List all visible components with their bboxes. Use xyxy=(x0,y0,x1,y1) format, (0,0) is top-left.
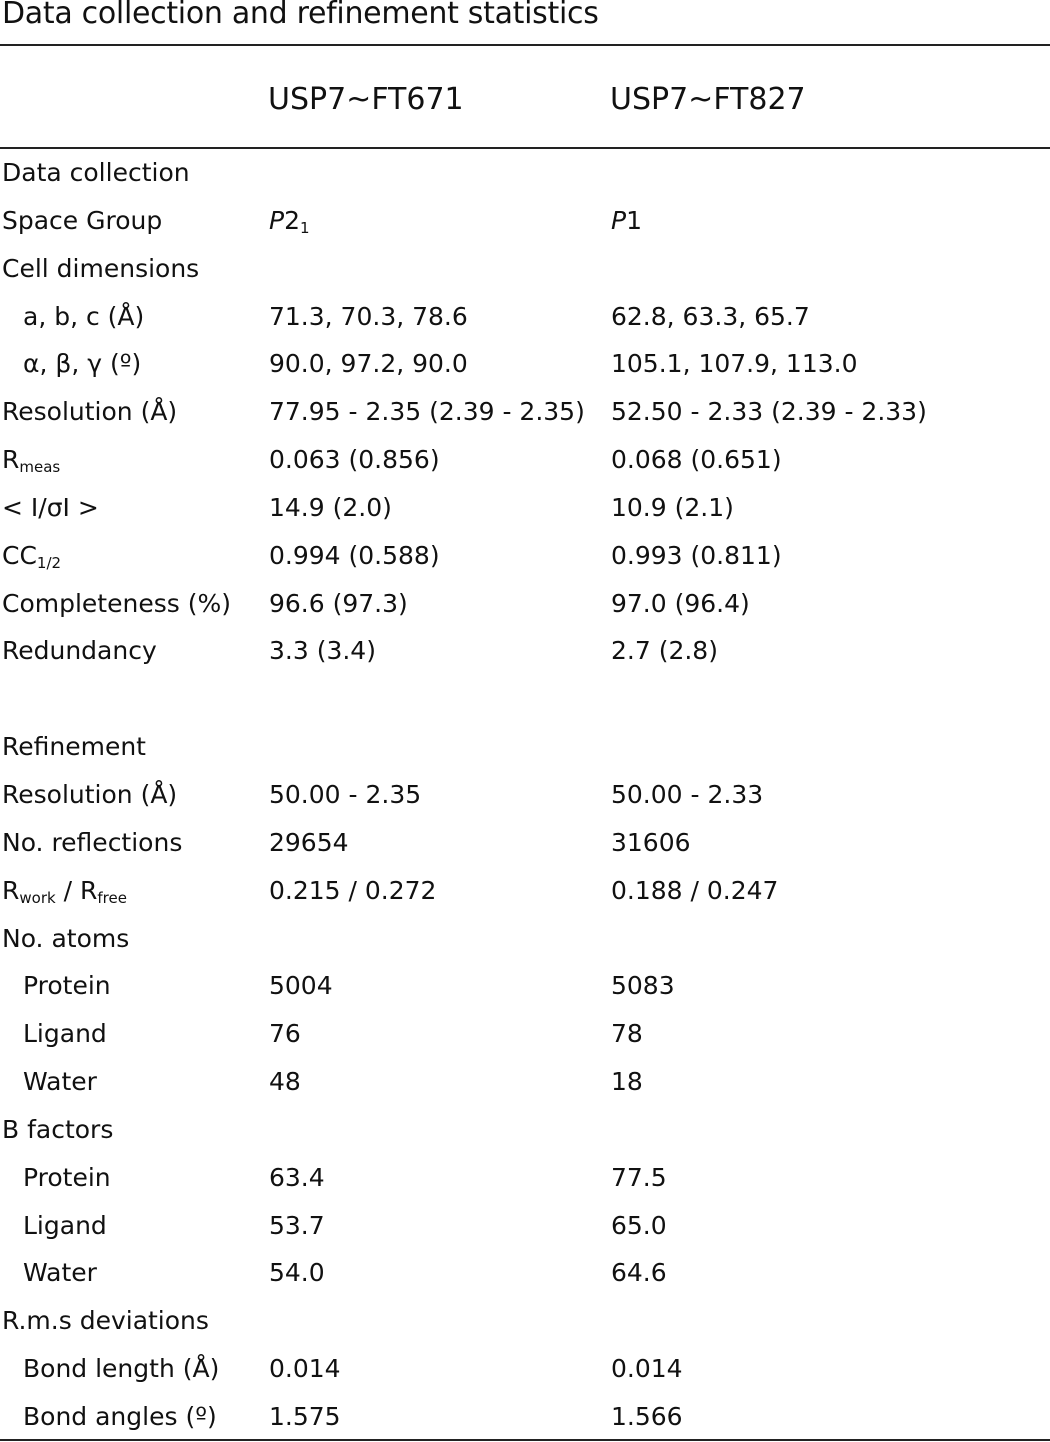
value-ft671: 77.95 - 2.35 (2.39 - 2.35) xyxy=(269,397,585,427)
table-row xyxy=(0,1058,1050,1106)
value-ft671: 90.0, 97.2, 90.0 xyxy=(269,349,468,379)
value-ft671-italic: P xyxy=(269,205,285,235)
table-row xyxy=(0,484,1050,532)
row-label xyxy=(2,867,127,915)
row-label-subscript: meas xyxy=(19,458,61,477)
table-row xyxy=(0,580,1050,628)
value-ft827: 31606 xyxy=(611,827,691,857)
value-ft671: 71.3, 70.3, 78.6 xyxy=(269,301,468,331)
row-label: No. atoms xyxy=(2,923,130,953)
value-ft827: 50.00 - 2.33 xyxy=(611,779,764,809)
table-row xyxy=(0,293,1050,341)
row-label-main: CC xyxy=(2,540,37,570)
table-row xyxy=(0,723,1050,771)
row-label: < I/σI > xyxy=(2,492,99,522)
value-ft671: 29654 xyxy=(269,827,349,857)
value-ft827: 5083 xyxy=(611,971,675,1001)
column-header-ft827: USP7~FT827 xyxy=(610,82,806,117)
row-label-separator: / xyxy=(55,875,81,905)
row-label: Space Group xyxy=(2,205,163,235)
value-ft671: 0.215 / 0.272 xyxy=(269,875,437,905)
table-row xyxy=(0,1106,1050,1154)
table-row xyxy=(0,675,1050,723)
row-label: Resolution (Å) xyxy=(2,779,178,809)
value-ft827: 2.7 (2.8) xyxy=(611,636,718,666)
value-ft827: 10.9 (2.1) xyxy=(611,492,734,522)
value-ft671: 14.9 (2.0) xyxy=(269,492,392,522)
value-ft827-main: 1 xyxy=(626,205,642,235)
table-body xyxy=(0,149,1050,1441)
value-ft671: 63.4 xyxy=(269,1162,325,1192)
row-label: Bond angles (º) xyxy=(23,1401,217,1431)
row-label-rfree: R xyxy=(80,875,98,905)
row-label-subscript: 1/2 xyxy=(36,553,62,572)
value-ft671: 1.575 xyxy=(269,1401,341,1431)
row-label: Bond length (Å) xyxy=(23,1354,220,1384)
row-label: Data collection xyxy=(2,158,190,187)
value-ft671: 50.00 - 2.35 xyxy=(269,779,422,809)
table-row xyxy=(0,340,1050,388)
row-label: Ligand xyxy=(23,1210,107,1240)
row-label-rfree-subscript: free xyxy=(97,888,127,907)
row-label-rwork: R xyxy=(2,875,20,905)
value-ft827: 78 xyxy=(611,1019,643,1049)
table-row xyxy=(0,436,1050,484)
value-ft671: 48 xyxy=(269,1067,301,1097)
row-label: B factors xyxy=(2,1114,114,1144)
row-label: Water xyxy=(23,1067,97,1097)
row-label xyxy=(2,532,61,580)
table-row xyxy=(0,1345,1050,1393)
table-row xyxy=(0,627,1050,675)
value-ft671 xyxy=(269,197,310,245)
row-label: Water xyxy=(23,1258,97,1288)
table-row xyxy=(0,1249,1050,1297)
row-label: Resolution (Å) xyxy=(2,397,178,427)
row-label: Redundancy xyxy=(2,636,157,666)
row-label: No. reflections xyxy=(2,827,183,857)
table-row xyxy=(0,532,1050,580)
value-ft827: 0.188 / 0.247 xyxy=(611,875,779,905)
value-ft671: 53.7 xyxy=(269,1210,325,1240)
value-ft827: 105.1, 107.9, 113.0 xyxy=(611,349,858,379)
top-rule xyxy=(0,44,1050,46)
value-ft827: 1.566 xyxy=(611,1401,683,1431)
row-label: a, b, c (Å) xyxy=(23,301,145,331)
table-row xyxy=(0,1297,1050,1345)
value-ft827: 97.0 (96.4) xyxy=(611,588,750,618)
value-ft827: 62.8, 63.3, 65.7 xyxy=(611,301,810,331)
table-row xyxy=(0,915,1050,963)
value-ft671: 0.063 (0.856) xyxy=(269,445,440,475)
table-row xyxy=(0,197,1050,245)
value-ft671-main: 2 xyxy=(284,205,300,235)
row-label: R.m.s deviations xyxy=(2,1306,209,1336)
value-ft671-subscript: 1 xyxy=(299,218,310,237)
table-row xyxy=(0,149,1050,197)
value-ft827: 0.068 (0.651) xyxy=(611,445,782,475)
table-title: Data collection and refinement statistics xyxy=(2,0,599,31)
table-row xyxy=(0,819,1050,867)
table-row xyxy=(0,1202,1050,1250)
row-label-main: R xyxy=(2,445,20,475)
row-label-rwork-subscript: work xyxy=(19,888,56,907)
table-row xyxy=(0,1393,1050,1441)
table-row xyxy=(0,388,1050,436)
value-ft671: 0.994 (0.588) xyxy=(269,540,440,570)
table-row xyxy=(0,867,1050,915)
value-ft827: 18 xyxy=(611,1067,643,1097)
value-ft827: 77.5 xyxy=(611,1162,667,1192)
value-ft671: 5004 xyxy=(269,971,333,1001)
value-ft827: 0.993 (0.811) xyxy=(611,540,782,570)
value-ft671: 0.014 xyxy=(269,1354,341,1384)
table-row xyxy=(0,962,1050,1010)
value-ft671: 76 xyxy=(269,1019,301,1049)
value-ft671: 96.6 (97.3) xyxy=(269,588,408,618)
row-label: Protein xyxy=(23,1162,111,1192)
value-ft827: 52.50 - 2.33 (2.39 - 2.33) xyxy=(611,397,927,427)
row-label xyxy=(2,436,60,484)
value-ft671: 54.0 xyxy=(269,1258,325,1288)
table-row xyxy=(0,245,1050,293)
column-header-ft671: USP7~FT671 xyxy=(268,82,464,117)
row-label: Ligand xyxy=(23,1019,107,1049)
table-row xyxy=(0,771,1050,819)
row-label: Completeness (%) xyxy=(2,588,231,618)
value-ft827 xyxy=(611,197,642,245)
bottom-rule xyxy=(0,1439,1050,1441)
value-ft827: 0.014 xyxy=(611,1354,683,1384)
row-label: Cell dimensions xyxy=(2,253,200,283)
value-ft671: 3.3 (3.4) xyxy=(269,636,376,666)
row-label: Refinement xyxy=(2,732,146,762)
value-ft827: 64.6 xyxy=(611,1258,667,1288)
row-label: Protein xyxy=(23,971,111,1001)
table-row xyxy=(0,1010,1050,1058)
table-row xyxy=(0,1154,1050,1202)
value-ft827-italic: P xyxy=(611,205,627,235)
value-ft827: 65.0 xyxy=(611,1210,667,1240)
row-label: α, β, γ (º) xyxy=(23,349,142,379)
